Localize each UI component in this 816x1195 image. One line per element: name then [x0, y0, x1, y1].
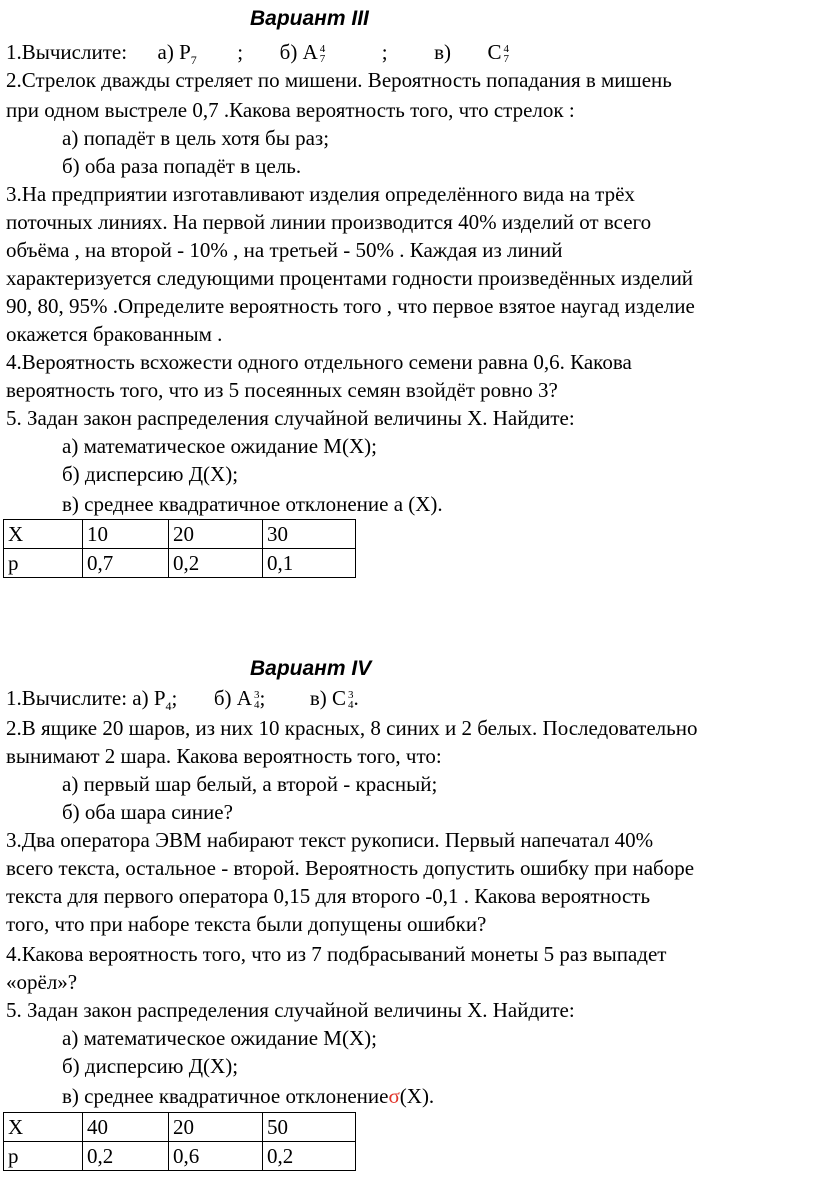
- v4-task-5-option-c-text: в) среднее квадратичное отклонение: [62, 1084, 389, 1108]
- table-cell: p: [4, 549, 83, 578]
- v3-task-2-option: б) оба раза попадёт в цель.: [62, 154, 302, 178]
- table-row: [4, 520, 356, 549]
- v4-task-2-line: вынимают 2 шара. Какова вероятность того, что:: [6, 744, 442, 768]
- v3-task-1-c-sub: 7: [503, 53, 510, 66]
- v4-task-5-option-c-end: (X).: [399, 1084, 435, 1108]
- v3-task-1-c-index: [504, 44, 510, 64]
- v4-task-1-c-sup: 3: [348, 689, 354, 702]
- v4-task-1-a-sub: 4: [165, 699, 172, 714]
- v4-task-1-sep2: ;: [259, 686, 266, 710]
- v4-task-1-c-sub: 4: [348, 699, 354, 712]
- v4-task-5-option: а) математическое ожидание М(X);: [62, 1026, 377, 1050]
- variant-4-title: Вариант IV: [250, 657, 372, 680]
- v3-task-1-a: а) P: [157, 40, 191, 64]
- v4-task-1-c-letter: C: [331, 686, 346, 710]
- v4-task-3-line: текста для первого оператора 0,15 для второго -0,1 . Какова вероятность: [6, 884, 651, 908]
- table-row: [4, 1142, 356, 1171]
- table-row: [4, 1113, 356, 1142]
- v3-task-1-b-sup: 4: [319, 43, 326, 56]
- v4-task-2-line: 2.В ящике 20 шаров, из них 10 красных, 8 синих и 2 белых. Последовательно: [6, 716, 698, 740]
- v4-task-3-line: 3.Два оператора ЭВМ набирают текст рукописи. Первый напечатал 40%: [6, 828, 654, 852]
- v3-task-5-option: в) среднее квадратичное отклонение а (X).: [62, 492, 443, 516]
- v4-task-4-line: «орёл»?: [6, 970, 78, 994]
- v4-task-1-b: б) A: [213, 686, 252, 710]
- v3-task-1-c: в): [434, 40, 451, 64]
- table-row: [4, 549, 356, 578]
- table-cell: 0,2: [263, 1142, 356, 1171]
- v3-distribution-table: [3, 519, 356, 578]
- sigma-symbol: σ: [388, 1084, 400, 1108]
- v3-task-5-option: а) математическое ожидание М(X);: [62, 434, 377, 458]
- v3-task-1-sep1: ;: [237, 40, 244, 64]
- v3-task-2-line: при одном выстреле 0,7 .Какова вероятность того, что стрелок :: [6, 98, 575, 122]
- v3-task-5-option: б) дисперсию Д(X);: [62, 462, 239, 486]
- table-cell: p: [4, 1142, 83, 1171]
- v3-task-1-c-letter: C: [487, 40, 502, 64]
- table-cell: 0,1: [263, 549, 356, 578]
- table-cell: 50: [263, 1113, 356, 1142]
- v3-task-1-prefix: 1.Вычислите:: [6, 40, 128, 64]
- table-cell: 20: [169, 520, 263, 549]
- v4-task-1-end: .: [353, 686, 359, 710]
- variant-3-title: Вариант III: [250, 7, 369, 30]
- v4-task-2-option: б) оба шара синие?: [62, 800, 233, 824]
- v3-task-1-a-sub: 7: [190, 53, 197, 68]
- v3-task-1-b: б) A: [279, 40, 318, 64]
- table-cell: 40: [83, 1113, 169, 1142]
- table-cell: 0,6: [169, 1142, 263, 1171]
- table-cell: X: [4, 520, 83, 549]
- v4-task-3-line: того, что при наборе текста были допущены ошибки?: [6, 912, 487, 936]
- v3-task-2-line: 2.Стрелок дважды стреляет по мишени. Вероятность попадания в мишень: [6, 68, 672, 92]
- v3-task-4-line: 4.Вероятность всхожести одного отдельного семени равна 0,6. Какова: [6, 350, 632, 374]
- v4-distribution-table: [3, 1112, 356, 1171]
- v4-task-5-line: 5. Задан закон распределения случайной величины X. Найдите:: [6, 998, 575, 1022]
- table-cell: 20: [169, 1113, 263, 1142]
- v4-task-2-option: а) первый шар белый, а второй - красный;: [62, 772, 438, 796]
- v3-task-4-line: вероятность того, что из 5 посеянных семян взойдёт ровно 3?: [6, 378, 558, 402]
- table-cell: 10: [83, 520, 169, 549]
- table-cell: X: [4, 1113, 83, 1142]
- v3-task-2-option: а) попадёт в цель хотя бы раз;: [62, 126, 330, 150]
- v4-task-1-prefix: 1.Вычислите: а) P: [6, 686, 166, 710]
- v4-task-4-line: 4.Какова вероятность того, что из 7 подбрасываний монеты 5 раз выпадет: [6, 942, 667, 966]
- table-cell: 30: [263, 520, 356, 549]
- v4-task-1-c: в): [309, 686, 327, 710]
- v4-task-5-option-c: [62, 1082, 434, 1110]
- v3-task-3-line: поточных линиях. На первой линии производится 40% изделий от всего: [6, 210, 652, 234]
- v3-task-1-sep2: ;: [381, 40, 388, 64]
- v3-task-1-c-sup: 4: [503, 43, 510, 56]
- v3-task-5-line: 5. Задан закон распределения случайной величины X. Найдите:: [6, 406, 575, 430]
- v3-task-3-line: 90, 80, 95% .Определите вероятность того , что первое взятое наугад изделие: [6, 294, 695, 318]
- table-cell: 0,2: [169, 549, 263, 578]
- v4-task-1-sep1: ;: [171, 686, 178, 710]
- v4-task-3-line: всего текста, остальное - второй. Вероятность допустить ошибку при наборе: [6, 856, 695, 880]
- table-cell: 0,7: [83, 549, 169, 578]
- v3-task-3-line: окажется бракованным .: [6, 322, 223, 346]
- table-cell: 0,2: [83, 1142, 169, 1171]
- v4-task-1-b-sub: 4: [253, 699, 260, 712]
- v3-task-3-line: характеризуется следующими процентами годности произведённых изделий: [6, 266, 694, 290]
- v4-task-1-b-sup: 3: [253, 689, 260, 702]
- v3-task-3-line: объёма , на второй - 10% , на третьей - 50% . Каждая из линий: [6, 238, 563, 262]
- v3-task-3-line: 3.На предприятии изготавливают изделия определённого вида на трёх: [6, 182, 635, 206]
- v4-task-5-option: б) дисперсию Д(X);: [62, 1054, 239, 1078]
- v3-task-1-b-index: [320, 44, 326, 64]
- v3-task-1-b-sub: 7: [319, 53, 326, 66]
